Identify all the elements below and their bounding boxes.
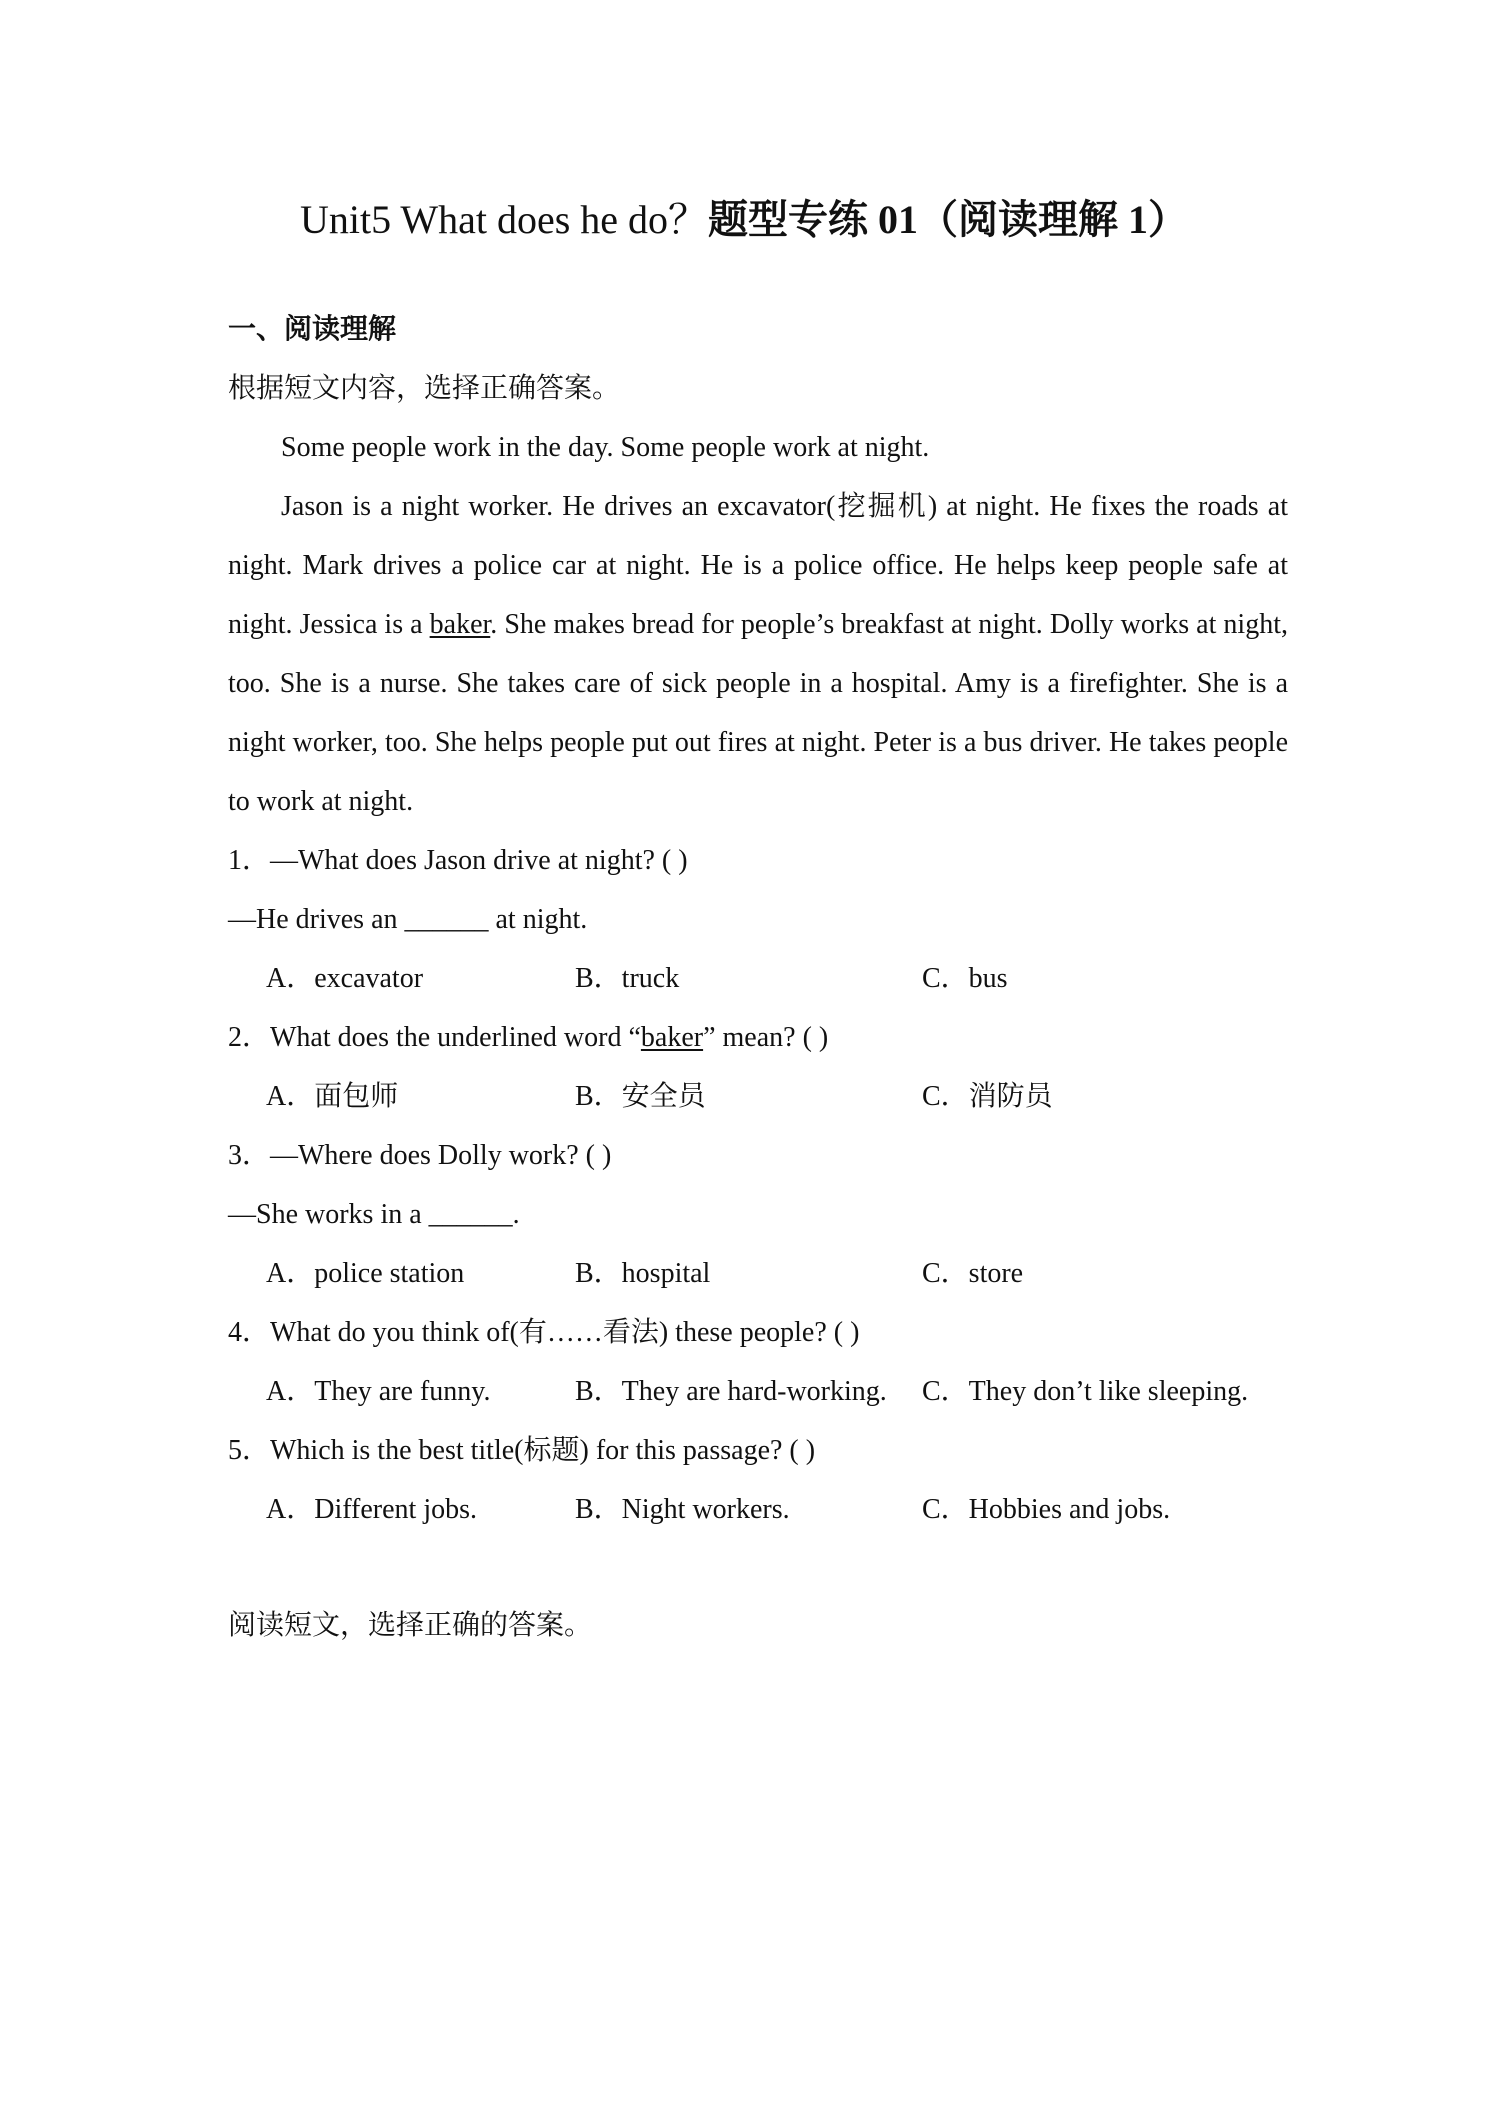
passage-text-after: . She makes bread for people’s breakfast at night. Dolly works at night, too. She is a nurse. She takes care of sick people in a hospital. Amy is a firefighter. She is a night worker, too. She helps people put out fires at night. Peter is a bus driver. He takes people to work at night. bbox=[228, 609, 1288, 817]
question-1-answer-line: —He drives an ______ at night. bbox=[228, 904, 588, 935]
option-c: C．消防员 bbox=[922, 1081, 1053, 1112]
option-a: A．They are funny. bbox=[266, 1376, 491, 1407]
option-a: A．Different jobs. bbox=[266, 1494, 477, 1525]
option-b: B．hospital bbox=[575, 1258, 711, 1289]
question-1: 1．—What does Jason drive at night? ( ) bbox=[228, 845, 688, 876]
section-heading: 一、阅读理解 bbox=[228, 314, 397, 345]
question-4: 4．What do you think of(有……看法) these people? ( ) bbox=[228, 1317, 860, 1348]
question-5: 5．Which is the best title(标题) for this passage? ( ) bbox=[228, 1435, 816, 1466]
passage-paragraph-2 bbox=[228, 477, 1288, 831]
option-a: A．excavator bbox=[266, 963, 424, 994]
option-c: C．bus bbox=[922, 963, 1008, 994]
section-instruction: 根据短文内容，选择正确答案。 bbox=[228, 373, 621, 404]
question-2-underlined-word: baker bbox=[640, 1022, 704, 1053]
question-2-options bbox=[228, 1067, 1288, 1126]
question-2-text-before: 2．What does the underlined word “ bbox=[228, 1022, 641, 1053]
option-c: C．store bbox=[922, 1258, 1024, 1289]
worksheet-content bbox=[228, 300, 1288, 1655]
next-section-instruction: 阅读短文，选择正确的答案。 bbox=[228, 1610, 593, 1641]
passage-text-before: Jason is a night worker. He drives an excavator(挖掘机) at night. He fixes the roads at night. Mark drives a police car at night. He is a police office. He helps keep people safe at night. Jessica is a bbox=[228, 491, 1288, 640]
question-3: 3．—Where does Dolly work? ( ) bbox=[228, 1140, 612, 1171]
option-c: C．Hobbies and jobs. bbox=[922, 1494, 1171, 1525]
title-suffix: （阅读理解 1） bbox=[918, 197, 1189, 242]
spacer bbox=[228, 1539, 1288, 1596]
question-4-options bbox=[228, 1362, 1288, 1421]
option-c: C．They don’t like sleeping. bbox=[922, 1376, 1249, 1407]
question-2-text-after: ” mean? ( ) bbox=[703, 1022, 829, 1053]
question-3-options bbox=[228, 1244, 1288, 1303]
option-a: A．面包师 bbox=[266, 1081, 399, 1112]
question-5-options bbox=[228, 1480, 1288, 1539]
passage-paragraph-1: Some people work in the day. Some people work at night. bbox=[281, 432, 930, 463]
option-b: B．truck bbox=[575, 963, 680, 994]
title-bold: 题型专练 01 bbox=[708, 197, 919, 242]
option-b: B．安全员 bbox=[575, 1081, 706, 1112]
question-1-options bbox=[228, 949, 1288, 1008]
underlined-word: baker bbox=[429, 609, 491, 640]
page-title bbox=[0, 190, 1488, 250]
option-b: B．Night workers. bbox=[575, 1494, 790, 1525]
question-3-answer-line: —She works in a ______. bbox=[228, 1199, 520, 1230]
option-b: B．They are hard-working. bbox=[575, 1376, 887, 1407]
title-prefix: Unit5 What does he do？ bbox=[299, 197, 709, 242]
question-2 bbox=[228, 1008, 1288, 1067]
option-a: A．police station bbox=[266, 1258, 465, 1289]
